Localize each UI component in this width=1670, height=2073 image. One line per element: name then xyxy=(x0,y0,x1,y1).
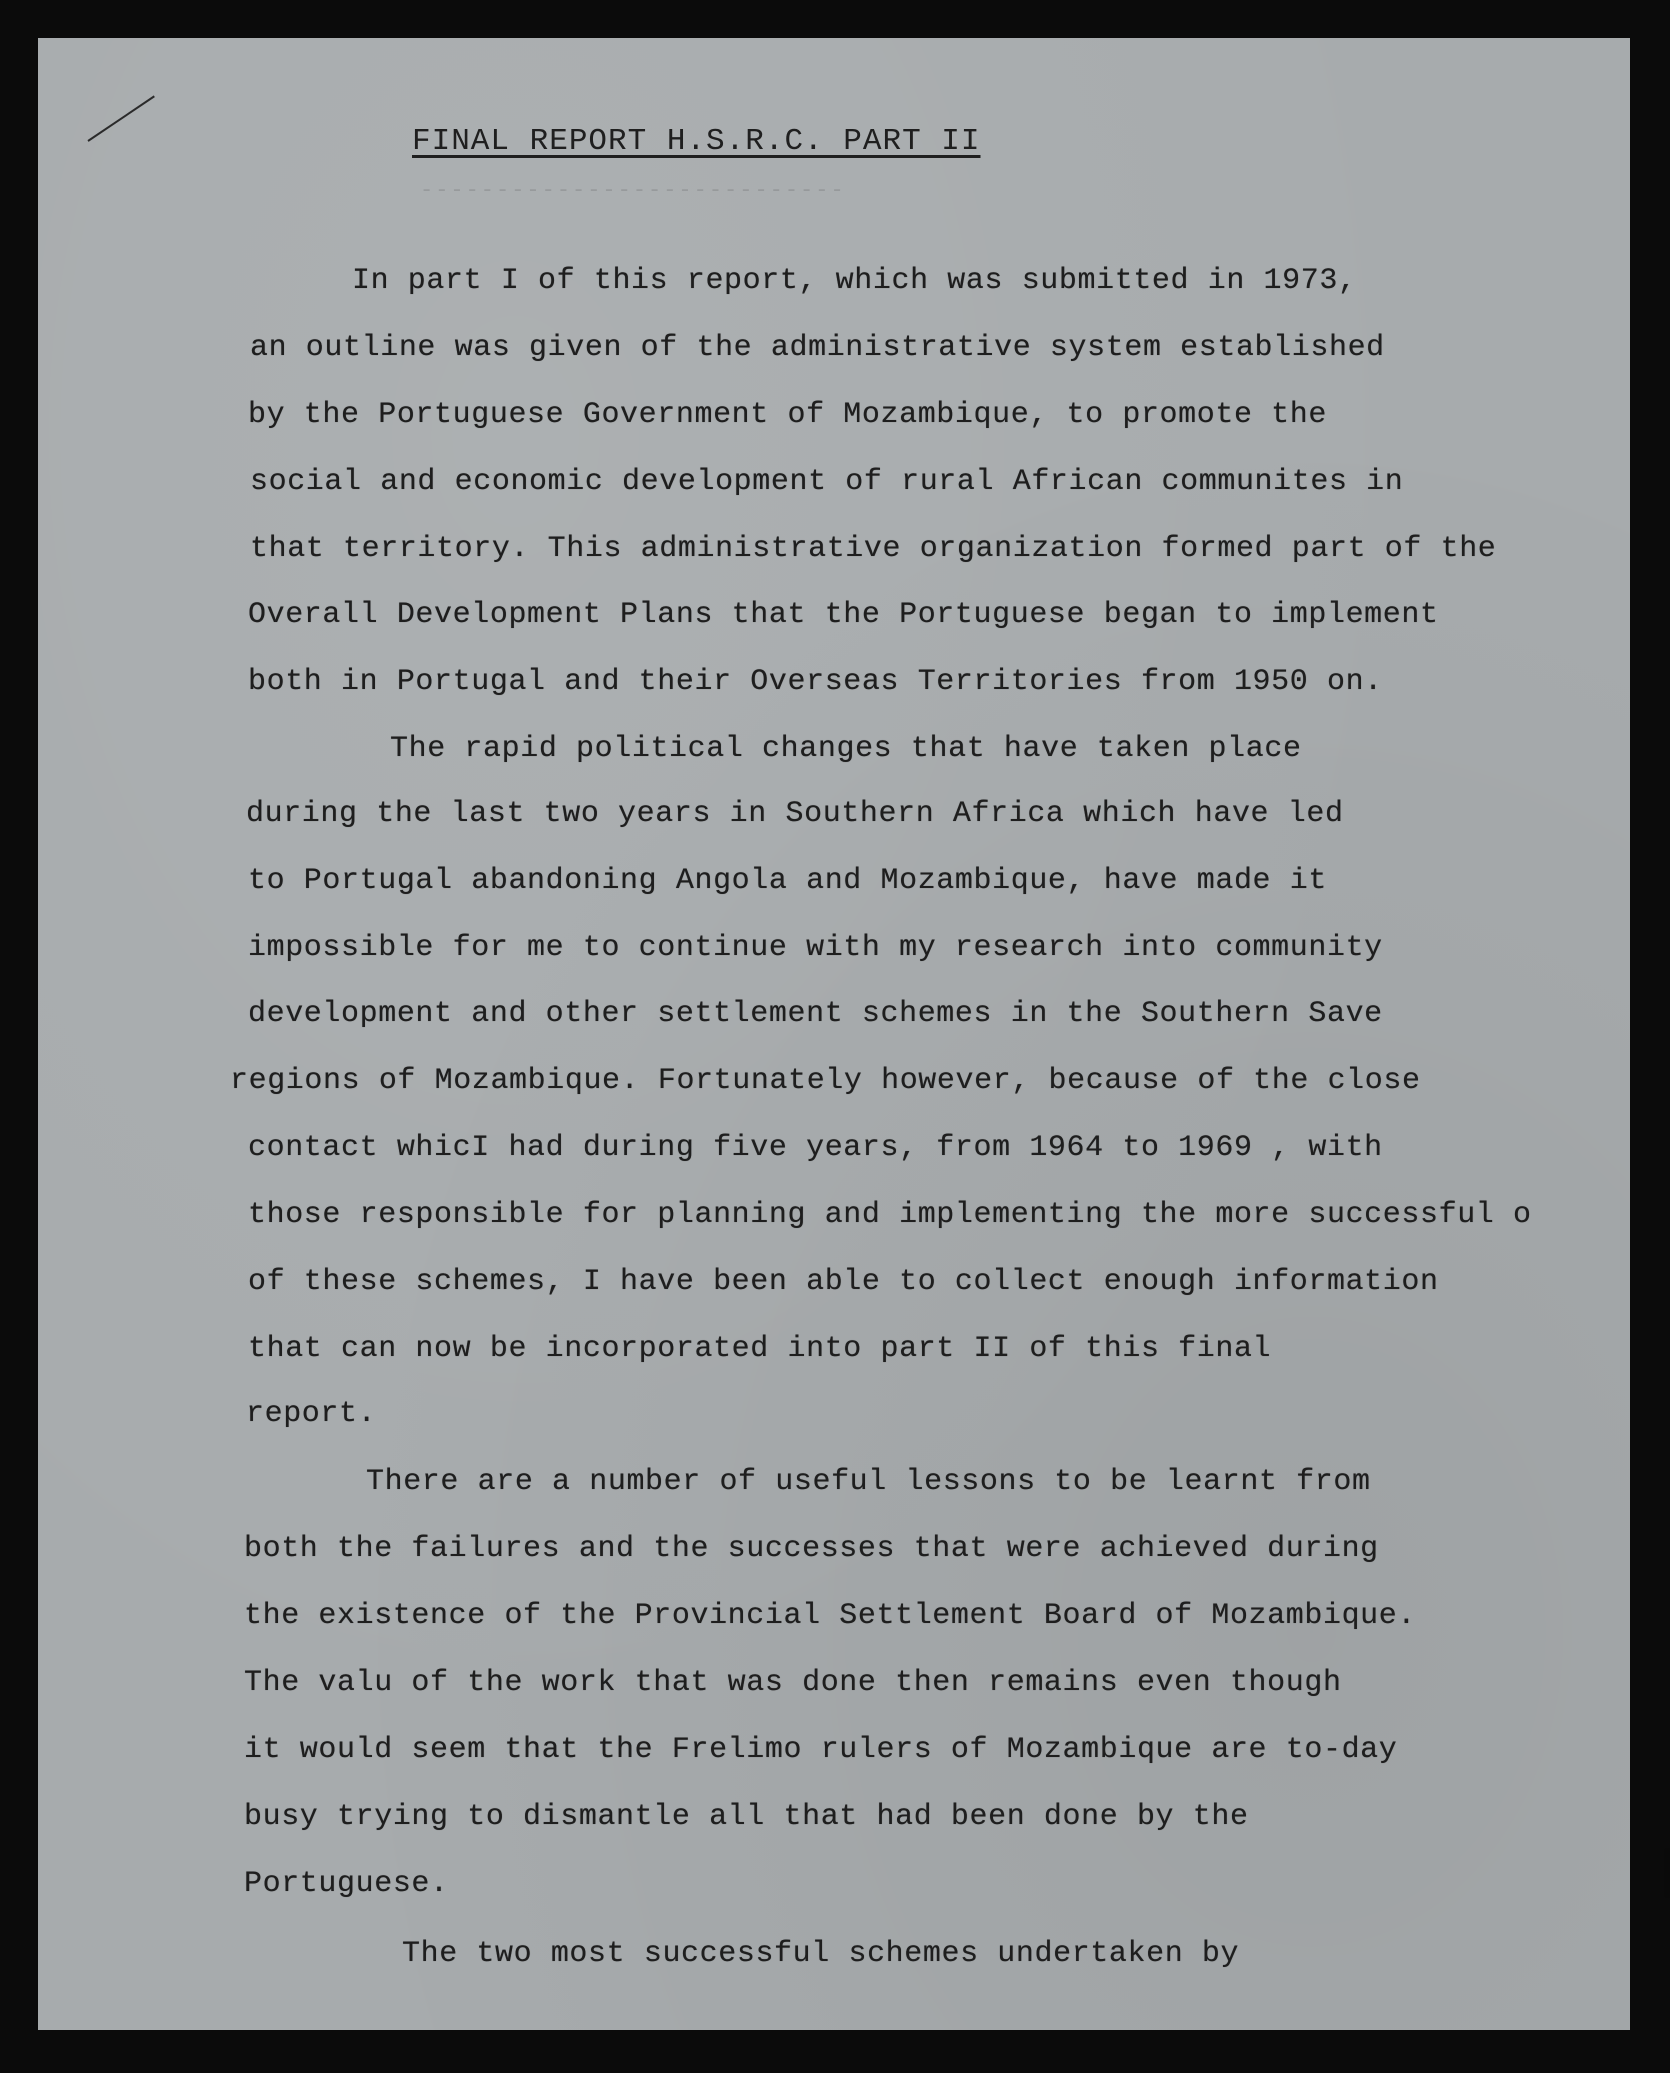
text-line: busy trying to dismantle all that had been done by the xyxy=(244,1800,1249,1834)
text-line: report. xyxy=(246,1397,377,1431)
pen-tick-mark xyxy=(87,95,154,141)
text-line: contact whicI had during five years, from 1964 to 1969 , with xyxy=(248,1131,1383,1165)
edge-clip-mark xyxy=(1664,1848,1670,1898)
text-line: by the Portuguese Government of Mozambique, to promote the xyxy=(248,398,1327,432)
text-line: to Portugal abandoning Angola and Mozambique, have made it xyxy=(248,864,1327,898)
text-line: Portuguese. xyxy=(244,1867,449,1901)
text-line: an outline was given of the administrative system established xyxy=(250,331,1385,365)
text-line: The two most successful schemes undertaken by xyxy=(402,1937,1240,1971)
document-title: FINAL REPORT H.S.R.C. PART II xyxy=(412,124,981,159)
text-line: The rapid political changes that have taken place xyxy=(390,732,1302,766)
text-line: both in Portugal and their Overseas Territories from 1950 on. xyxy=(248,665,1383,699)
text-line: social and economic development of rural African communites in xyxy=(250,465,1404,499)
text-line: development and other settlement schemes in the Southern Save xyxy=(248,997,1383,1031)
text-line: the existence of the Provincial Settlement Board of Mozambique. xyxy=(244,1599,1416,1633)
text-line: Overall Development Plans that the Portuguese began to implement xyxy=(248,598,1439,632)
text-line: regions of Mozambique. Fortunately however, because of the close xyxy=(230,1064,1421,1098)
text-line: those responsible for planning and implementing the more successful o xyxy=(248,1198,1532,1232)
text-line: that territory. This administrative organization formed part of the xyxy=(250,532,1497,566)
text-line: impossible for me to continue with my research into community xyxy=(248,931,1383,965)
text-line: In part I of this report, which was submitted in 1973, xyxy=(352,264,1357,298)
text-line: There are a number of useful lessons to be learnt from xyxy=(366,1465,1371,1499)
text-line: it would seem that the Frelimo rulers of Mozambique are to-day xyxy=(244,1733,1398,1767)
text-line: The valu of the work that was done then remains even though xyxy=(244,1666,1342,1700)
text-line: of these schemes, I have been able to collect enough information xyxy=(248,1265,1439,1299)
text-line: that can now be incorporated into part II of this final xyxy=(248,1332,1272,1366)
faint-bleed-through-text: ---------------------------- xyxy=(420,178,846,203)
text-line: both the failures and the successes that were achieved during xyxy=(244,1532,1379,1566)
text-line: during the last two years in Southern Africa which have led xyxy=(246,797,1344,831)
